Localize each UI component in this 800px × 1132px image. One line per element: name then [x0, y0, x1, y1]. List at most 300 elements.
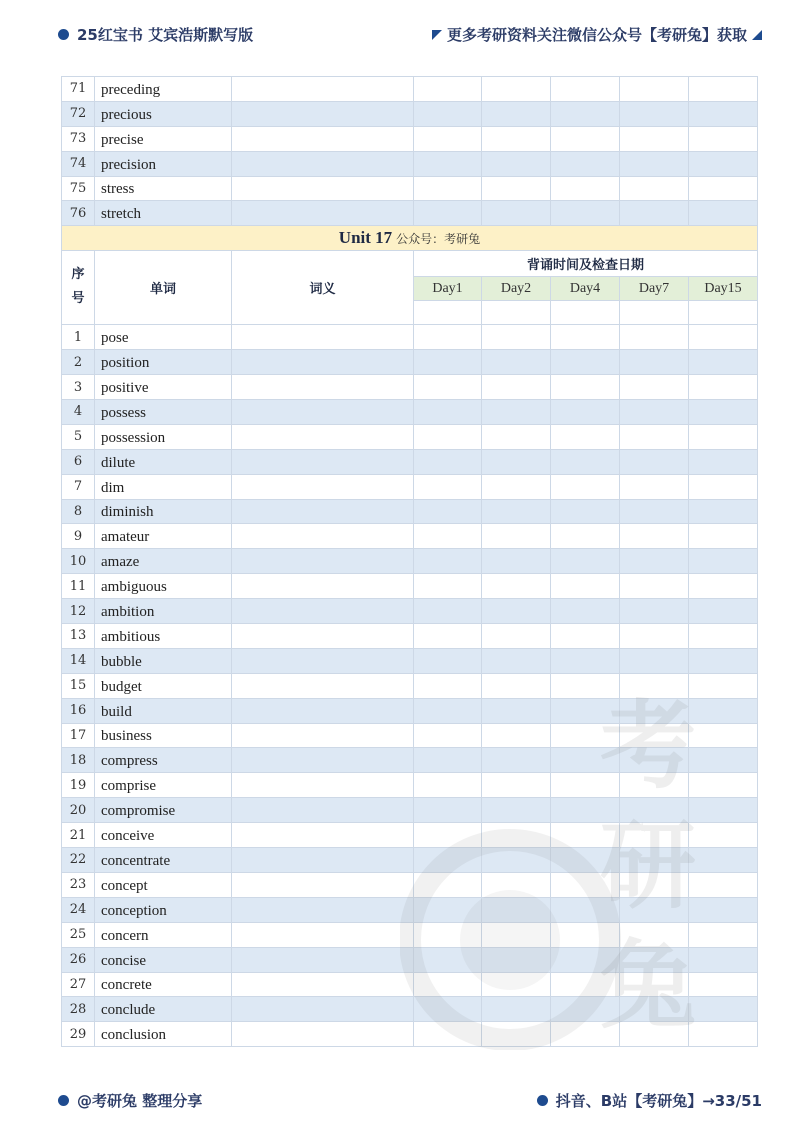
header-day-2: Day2 [482, 277, 551, 301]
row-day-check-cell[interactable] [482, 201, 551, 226]
row-day-check-cell[interactable] [620, 673, 689, 698]
table-row [62, 723, 758, 748]
row-day-check-cell[interactable] [482, 77, 551, 102]
row-day-check-cell[interactable] [620, 400, 689, 425]
row-day-check-cell[interactable] [551, 101, 620, 126]
row-day-check-cell[interactable] [551, 823, 620, 848]
row-number: 16 [62, 698, 95, 723]
row-day-check-cell[interactable] [620, 524, 689, 549]
row-meaning-cell[interactable] [232, 872, 414, 897]
table-row [62, 698, 758, 723]
row-day-check-cell[interactable] [551, 624, 620, 649]
row-day-check-cell[interactable] [620, 325, 689, 350]
row-day-check-cell[interactable] [551, 424, 620, 449]
row-number: 4 [62, 400, 95, 425]
footer-right-text: 抖音、B站【考研兔】→33/51 [555, 1092, 762, 1110]
row-word: diminish [95, 499, 232, 524]
row-meaning-cell[interactable] [232, 375, 414, 400]
row-day-check-cell[interactable] [689, 698, 758, 723]
table-row [62, 424, 758, 449]
row-day-check-cell[interactable] [414, 947, 482, 972]
row-day-check-cell[interactable] [482, 176, 551, 201]
row-meaning-cell[interactable] [232, 474, 414, 499]
table-row [62, 151, 758, 176]
row-number: 17 [62, 723, 95, 748]
unit-title: Unit 17 [338, 228, 393, 248]
day-check-cell[interactable] [482, 301, 551, 325]
header-seq [62, 251, 95, 325]
row-day-check-cell[interactable] [689, 972, 758, 997]
row-day-check-cell[interactable] [689, 499, 758, 524]
row-number: 21 [62, 823, 95, 848]
row-word: ambition [95, 599, 232, 624]
row-day-check-cell[interactable] [689, 325, 758, 350]
row-word: precision [95, 151, 232, 176]
row-day-check-cell[interactable] [551, 176, 620, 201]
row-day-check-cell[interactable] [551, 574, 620, 599]
row-word: possess [95, 400, 232, 425]
row-day-check-cell[interactable] [551, 947, 620, 972]
row-day-check-cell[interactable] [689, 798, 758, 823]
row-day-check-cell[interactable] [620, 101, 689, 126]
row-number: 75 [62, 176, 95, 201]
table-row [62, 624, 758, 649]
row-number: 28 [62, 997, 95, 1022]
table-row [62, 400, 758, 425]
row-day-check-cell[interactable] [689, 449, 758, 474]
page-header [0, 0, 800, 66]
row-day-check-cell[interactable] [551, 922, 620, 947]
row-day-check-cell[interactable] [689, 176, 758, 201]
row-day-check-cell[interactable] [620, 1022, 689, 1047]
column-header-row [62, 251, 758, 277]
row-day-check-cell[interactable] [414, 922, 482, 947]
row-word: conception [95, 897, 232, 922]
header-right [432, 24, 762, 45]
row-day-check-cell[interactable] [414, 897, 482, 922]
row-day-check-cell[interactable] [551, 474, 620, 499]
row-day-check-cell[interactable] [689, 101, 758, 126]
row-number: 1 [62, 325, 95, 350]
table-row [62, 897, 758, 922]
row-day-check-cell[interactable] [689, 947, 758, 972]
row-day-check-cell[interactable] [689, 673, 758, 698]
row-day-check-cell[interactable] [620, 201, 689, 226]
row-day-check-cell[interactable] [620, 474, 689, 499]
row-number: 5 [62, 424, 95, 449]
row-day-check-cell[interactable] [620, 350, 689, 375]
row-day-check-cell[interactable] [620, 549, 689, 574]
row-meaning-cell[interactable] [232, 424, 414, 449]
row-day-check-cell[interactable] [620, 698, 689, 723]
row-day-check-cell[interactable] [414, 773, 482, 798]
row-day-check-cell[interactable] [620, 997, 689, 1022]
row-day-check-cell[interactable] [414, 997, 482, 1022]
row-meaning-cell[interactable] [232, 499, 414, 524]
row-meaning-cell[interactable] [232, 524, 414, 549]
row-day-check-cell[interactable] [414, 524, 482, 549]
row-day-check-cell[interactable] [414, 126, 482, 151]
row-day-check-cell[interactable] [414, 375, 482, 400]
row-day-check-cell[interactable] [551, 375, 620, 400]
row-day-check-cell[interactable] [689, 77, 758, 102]
row-day-check-cell[interactable] [689, 201, 758, 226]
row-day-check-cell[interactable] [414, 624, 482, 649]
row-day-check-cell[interactable] [414, 449, 482, 474]
row-word: concentrate [95, 848, 232, 873]
row-day-check-cell[interactable] [689, 773, 758, 798]
row-number: 23 [62, 872, 95, 897]
row-day-check-cell[interactable] [620, 151, 689, 176]
table-row [62, 599, 758, 624]
unit-rows [62, 325, 758, 1047]
row-day-check-cell[interactable] [689, 848, 758, 873]
table-row [62, 773, 758, 798]
row-day-check-cell[interactable] [689, 1022, 758, 1047]
row-day-check-cell[interactable] [482, 449, 551, 474]
watermark-char-3: 兔 [600, 929, 696, 1042]
row-day-check-cell[interactable] [620, 723, 689, 748]
row-meaning-cell[interactable] [232, 176, 414, 201]
row-meaning-cell[interactable] [232, 325, 414, 350]
row-day-check-cell[interactable] [414, 101, 482, 126]
header-left-text: 25红宝书 艾宾浩斯默写版 [77, 26, 254, 44]
row-number: 3 [62, 375, 95, 400]
row-day-check-cell[interactable] [689, 524, 758, 549]
row-meaning-cell[interactable] [232, 947, 414, 972]
row-day-check-cell[interactable] [482, 624, 551, 649]
unit-header-section [62, 226, 758, 325]
row-day-check-cell[interactable] [482, 424, 551, 449]
row-word: budget [95, 673, 232, 698]
row-word: positive [95, 375, 232, 400]
row-day-check-cell[interactable] [482, 126, 551, 151]
row-word: build [95, 698, 232, 723]
header-meaning: 词义 [232, 251, 414, 325]
row-word: preceding [95, 77, 232, 102]
row-day-check-cell[interactable] [551, 648, 620, 673]
row-day-check-cell[interactable] [551, 897, 620, 922]
row-day-check-cell[interactable] [689, 350, 758, 375]
row-day-check-cell[interactable] [620, 176, 689, 201]
row-word: ambitious [95, 624, 232, 649]
row-word: precious [95, 101, 232, 126]
row-meaning-cell[interactable] [232, 848, 414, 873]
row-day-check-cell[interactable] [414, 972, 482, 997]
day-check-cell[interactable] [414, 301, 482, 325]
row-day-check-cell[interactable] [551, 773, 620, 798]
table-row [62, 77, 758, 102]
row-word: compress [95, 748, 232, 773]
row-day-check-cell[interactable] [414, 350, 482, 375]
row-day-check-cell[interactable] [551, 848, 620, 873]
row-meaning-cell[interactable] [232, 599, 414, 624]
row-meaning-cell[interactable] [232, 350, 414, 375]
row-day-check-cell[interactable] [551, 599, 620, 624]
row-day-check-cell[interactable] [620, 648, 689, 673]
row-day-check-cell[interactable] [551, 997, 620, 1022]
row-day-check-cell[interactable] [482, 748, 551, 773]
row-day-check-cell[interactable] [414, 673, 482, 698]
row-day-check-cell[interactable] [551, 1022, 620, 1047]
row-day-check-cell[interactable] [414, 77, 482, 102]
row-day-check-cell[interactable] [689, 375, 758, 400]
row-day-check-cell[interactable] [482, 823, 551, 848]
row-day-check-cell[interactable] [551, 201, 620, 226]
row-day-check-cell[interactable] [482, 375, 551, 400]
row-day-check-cell[interactable] [620, 848, 689, 873]
row-day-check-cell[interactable] [482, 101, 551, 126]
row-meaning-cell[interactable] [232, 549, 414, 574]
row-day-check-cell[interactable] [689, 151, 758, 176]
header-schedule: 背诵时间及检查日期 [414, 251, 758, 277]
row-day-check-cell[interactable] [620, 773, 689, 798]
row-number: 20 [62, 798, 95, 823]
row-day-check-cell[interactable] [482, 723, 551, 748]
row-day-check-cell[interactable] [620, 823, 689, 848]
row-day-check-cell[interactable] [689, 624, 758, 649]
row-day-check-cell[interactable] [482, 972, 551, 997]
table-row [62, 748, 758, 773]
row-meaning-cell[interactable] [232, 624, 414, 649]
row-day-check-cell[interactable] [689, 897, 758, 922]
header-day-1: Day1 [414, 277, 482, 301]
row-meaning-cell[interactable] [232, 698, 414, 723]
row-day-check-cell[interactable] [620, 449, 689, 474]
row-day-check-cell[interactable] [689, 474, 758, 499]
row-number: 14 [62, 648, 95, 673]
row-day-check-cell[interactable] [689, 823, 758, 848]
row-day-check-cell[interactable] [414, 549, 482, 574]
row-day-check-cell[interactable] [414, 798, 482, 823]
unit-subtitle: 公众号：考研兔 [396, 232, 481, 247]
row-day-check-cell[interactable] [482, 872, 551, 897]
table-row [62, 449, 758, 474]
row-word: stretch [95, 201, 232, 226]
table-row [62, 922, 758, 947]
row-day-check-cell[interactable] [551, 723, 620, 748]
row-day-check-cell[interactable] [482, 350, 551, 375]
row-day-check-cell[interactable] [414, 400, 482, 425]
bullet-dot-icon [58, 1095, 69, 1106]
row-day-check-cell[interactable] [551, 549, 620, 574]
row-day-check-cell[interactable] [689, 872, 758, 897]
row-meaning-cell[interactable] [232, 748, 414, 773]
row-day-check-cell[interactable] [551, 77, 620, 102]
row-meaning-cell[interactable] [232, 201, 414, 226]
row-meaning-cell[interactable] [232, 673, 414, 698]
row-day-check-cell[interactable] [414, 325, 482, 350]
row-day-check-cell[interactable] [620, 424, 689, 449]
row-word: possession [95, 424, 232, 449]
row-meaning-cell[interactable] [232, 922, 414, 947]
row-day-check-cell[interactable] [482, 997, 551, 1022]
row-day-check-cell[interactable] [551, 748, 620, 773]
table-row [62, 549, 758, 574]
row-day-check-cell[interactable] [414, 151, 482, 176]
row-meaning-cell[interactable] [232, 997, 414, 1022]
row-day-check-cell[interactable] [689, 648, 758, 673]
row-day-check-cell[interactable] [482, 698, 551, 723]
row-day-check-cell[interactable] [620, 574, 689, 599]
row-number: 73 [62, 126, 95, 151]
row-day-check-cell[interactable] [620, 126, 689, 151]
row-day-check-cell[interactable] [414, 499, 482, 524]
row-number: 71 [62, 77, 95, 102]
row-word: conceive [95, 823, 232, 848]
row-day-check-cell[interactable] [620, 624, 689, 649]
row-day-check-cell[interactable] [689, 424, 758, 449]
row-day-check-cell[interactable] [689, 922, 758, 947]
row-number: 2 [62, 350, 95, 375]
row-day-check-cell[interactable] [482, 922, 551, 947]
row-day-check-cell[interactable] [482, 400, 551, 425]
row-meaning-cell[interactable] [232, 773, 414, 798]
row-day-check-cell[interactable] [482, 151, 551, 176]
row-day-check-cell[interactable] [620, 375, 689, 400]
triangle-right-icon [752, 30, 762, 40]
table-row [62, 524, 758, 549]
row-day-check-cell[interactable] [414, 201, 482, 226]
table-row [62, 872, 758, 897]
row-day-check-cell[interactable] [414, 698, 482, 723]
row-day-check-cell[interactable] [689, 400, 758, 425]
row-meaning-cell[interactable] [232, 897, 414, 922]
row-number: 76 [62, 201, 95, 226]
row-meaning-cell[interactable] [232, 101, 414, 126]
row-day-check-cell[interactable] [551, 325, 620, 350]
row-day-check-cell[interactable] [551, 350, 620, 375]
row-day-check-cell[interactable] [620, 947, 689, 972]
row-day-check-cell[interactable] [414, 574, 482, 599]
row-day-check-cell[interactable] [482, 848, 551, 873]
row-meaning-cell[interactable] [232, 400, 414, 425]
row-day-check-cell[interactable] [551, 673, 620, 698]
row-day-check-cell[interactable] [414, 823, 482, 848]
row-word: compromise [95, 798, 232, 823]
day-check-cell[interactable] [551, 301, 620, 325]
row-day-check-cell[interactable] [620, 748, 689, 773]
row-meaning-cell[interactable] [232, 723, 414, 748]
row-day-check-cell[interactable] [414, 176, 482, 201]
row-number: 10 [62, 549, 95, 574]
row-day-check-cell[interactable] [689, 126, 758, 151]
row-day-check-cell[interactable] [482, 599, 551, 624]
bullet-dot-icon [58, 29, 69, 40]
row-day-check-cell[interactable] [551, 872, 620, 897]
table-row [62, 648, 758, 673]
vocab-table [61, 76, 758, 1047]
row-day-check-cell[interactable] [482, 474, 551, 499]
row-meaning-cell[interactable] [232, 151, 414, 176]
row-meaning-cell[interactable] [232, 77, 414, 102]
row-day-check-cell[interactable] [551, 151, 620, 176]
row-day-check-cell[interactable] [689, 599, 758, 624]
footer-left-text: @考研兔 整理分享 [77, 1092, 203, 1110]
row-day-check-cell[interactable] [482, 773, 551, 798]
row-number: 29 [62, 1022, 95, 1047]
row-day-check-cell[interactable] [620, 922, 689, 947]
row-day-check-cell[interactable] [551, 698, 620, 723]
row-meaning-cell[interactable] [232, 798, 414, 823]
row-number: 25 [62, 922, 95, 947]
header-day-15: Day15 [689, 277, 758, 301]
row-number: 18 [62, 748, 95, 773]
row-day-check-cell[interactable] [482, 1022, 551, 1047]
row-day-check-cell[interactable] [482, 648, 551, 673]
row-day-check-cell[interactable] [482, 325, 551, 350]
row-day-check-cell[interactable] [482, 947, 551, 972]
row-meaning-cell[interactable] [232, 648, 414, 673]
row-day-check-cell[interactable] [414, 1022, 482, 1047]
row-day-check-cell[interactable] [414, 648, 482, 673]
row-meaning-cell[interactable] [232, 823, 414, 848]
row-day-check-cell[interactable] [482, 673, 551, 698]
row-word: precise [95, 126, 232, 151]
day-check-cell[interactable] [689, 301, 758, 325]
row-day-check-cell[interactable] [414, 599, 482, 624]
row-number: 12 [62, 599, 95, 624]
unit-title-row [62, 226, 758, 251]
row-day-check-cell[interactable] [551, 400, 620, 425]
row-day-check-cell[interactable] [620, 77, 689, 102]
row-meaning-cell[interactable] [232, 126, 414, 151]
day-check-cell[interactable] [620, 301, 689, 325]
row-day-check-cell[interactable] [620, 897, 689, 922]
row-day-check-cell[interactable] [620, 872, 689, 897]
row-day-check-cell[interactable] [551, 524, 620, 549]
row-day-check-cell[interactable] [620, 599, 689, 624]
row-day-check-cell[interactable] [482, 574, 551, 599]
row-number: 15 [62, 673, 95, 698]
row-day-check-cell[interactable] [414, 474, 482, 499]
row-meaning-cell[interactable] [232, 574, 414, 599]
watermark-char-1: 考 [600, 689, 696, 802]
row-meaning-cell[interactable] [232, 449, 414, 474]
row-day-check-cell[interactable] [620, 798, 689, 823]
row-day-check-cell[interactable] [551, 499, 620, 524]
row-day-check-cell[interactable] [482, 524, 551, 549]
row-day-check-cell[interactable] [482, 499, 551, 524]
row-meaning-cell[interactable] [232, 1022, 414, 1047]
row-day-check-cell[interactable] [551, 126, 620, 151]
row-day-check-cell[interactable] [620, 972, 689, 997]
bullet-dot-icon [537, 1095, 548, 1106]
row-day-check-cell[interactable] [414, 424, 482, 449]
table-row [62, 201, 758, 226]
row-day-check-cell[interactable] [689, 549, 758, 574]
row-day-check-cell[interactable] [482, 549, 551, 574]
row-day-check-cell[interactable] [551, 449, 620, 474]
row-day-check-cell[interactable] [414, 723, 482, 748]
row-day-check-cell[interactable] [551, 972, 620, 997]
row-day-check-cell[interactable] [689, 997, 758, 1022]
row-day-check-cell[interactable] [482, 897, 551, 922]
row-day-check-cell[interactable] [551, 798, 620, 823]
row-day-check-cell[interactable] [689, 574, 758, 599]
row-number: 74 [62, 151, 95, 176]
row-day-check-cell[interactable] [689, 748, 758, 773]
row-day-check-cell[interactable] [414, 872, 482, 897]
row-day-check-cell[interactable] [620, 499, 689, 524]
table-row [62, 474, 758, 499]
table-row [62, 798, 758, 823]
row-meaning-cell[interactable] [232, 972, 414, 997]
row-day-check-cell[interactable] [482, 798, 551, 823]
row-day-check-cell[interactable] [689, 723, 758, 748]
row-day-check-cell[interactable] [414, 848, 482, 873]
row-day-check-cell[interactable] [414, 748, 482, 773]
